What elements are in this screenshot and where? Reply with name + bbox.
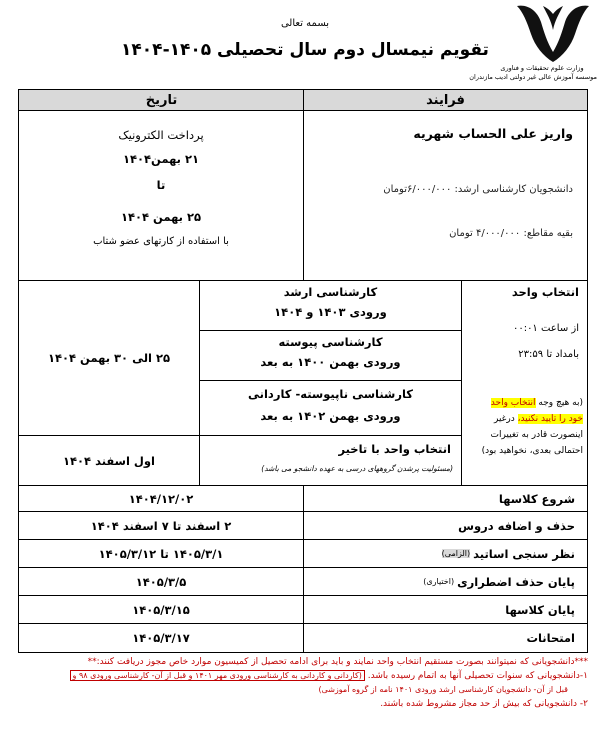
group-masters-entry: ورودی ۱۴۰۳ و ۱۴۰۴ (274, 305, 387, 319)
row-classes-end-date: ۱۴۰۵/۳/۱۵ (132, 602, 190, 617)
row-classes-start-date: ۱۴۰۴/۱۲/۰۲ (128, 491, 194, 506)
late-registration-cell (200, 436, 461, 485)
warning-highlight-2: خود را تایید نکنید، (517, 414, 583, 424)
group-continuous-entry: ورودی بهمن ۱۴۰۰ به بعد (260, 355, 401, 369)
basmala: بسمه تعالی (280, 18, 330, 29)
payment-date-cell (19, 112, 303, 280)
late-registration-date: اول اسفند ۱۴۰۴ (62, 453, 156, 468)
institute-logo (513, 2, 593, 66)
row-survey-required: (الزامی) (441, 549, 471, 558)
institute-line1: وزارت علوم تحقیقات و فناوری (500, 64, 584, 72)
note-line-2b: (کاردانی و کاردانی به کارشناسی ورودی مهر ۱۴۰۱ و قبل از آن- کارشناسی ورودی ۹۸ و (70, 670, 365, 681)
payment-card-note: با استفاده از کارتهای عضو شتاب (93, 236, 229, 247)
page-title: تقویم نیمسال دوم سال تحصیلی ۱۴۰۵-۱۴۰۴ (121, 40, 489, 60)
note-line-2a: ۱-دانشجویانی که سنوات تحصیلی آنها به اتمام رسیده باشد. (367, 671, 588, 681)
group-continuous-title: کارشناسی پیوسته (278, 335, 383, 349)
institute-name (469, 64, 597, 82)
payment-method: پرداخت الکترونیک (118, 128, 204, 142)
warning-highlight-1: انتخاب واحد (490, 398, 536, 408)
note-line-1: ***دانشجویانی که نمیتوانند بصورت مستقیم انتخاب واحد نمایند و باید برای ادامه تحصیل از کمیسیون موارد خاص مجوز دریافت کنند:** (87, 657, 588, 667)
payment-masters-amount: دانشجویان کارشناسی ارشد: ۶/۰۰۰/۰۰۰تومان (383, 184, 573, 195)
warning-rest-3: احتمالی بعدی، نخواهید بود) (481, 446, 583, 456)
registration-time-start: از ساعت ۰۰:۰۱ (512, 323, 579, 334)
row-emergency-drop-optional: (اختیاری) (423, 577, 455, 586)
group-discontinuous-entry: ورودی بهمن ۱۴۰۲ به بعد (260, 409, 401, 423)
institute-line2: موسسه آموزش عالی غیر دولتی ادیب مازندران (469, 73, 597, 81)
warning-prefix: (به هیچ وجه (538, 398, 583, 408)
payment-start-date: ۲۱ بهمن۱۴۰۴ (122, 152, 200, 166)
warning-rest-2: اینصورت قادر به تغییرات (490, 430, 583, 440)
note-line-3: قبل از آن- دانشجویان کارشناسی ارشد ورودی ۱۴۰۱ نامه از گروه آموزشی) (318, 685, 568, 694)
row-exams-date: ۱۴۰۵/۳/۱۷ (132, 631, 190, 645)
payment-others-amount: بقیه مقاطع: ۴/۰۰۰/۰۰۰ تومان (449, 228, 573, 239)
payment-process-cell (304, 112, 587, 280)
row-add-drop-label: حذف و اضافه دروس (458, 518, 575, 533)
column-header-date: تاریخ (19, 90, 304, 110)
group-masters (200, 281, 461, 330)
row-add-drop-date: ۲ اسفند تا ۷ اسفند ۱۴۰۴ (90, 518, 232, 533)
registration-title: انتخاب واحد (511, 285, 579, 299)
row-emergency-drop-cell (304, 568, 587, 595)
registration-date-range: ۲۵ الی ۳۰ بهمن ۱۴۰۴ (47, 351, 171, 365)
row-classes-end-label: پایان کلاسها (505, 602, 575, 617)
group-masters-title: کارشناسی ارشد (283, 285, 378, 299)
group-discontinuous-bachelor (200, 381, 461, 435)
group-continuous-bachelor (200, 331, 461, 380)
row-classes-start-label: شروع کلاسها (498, 491, 575, 506)
warning-rest-1: درغیر (493, 414, 515, 424)
calendar-table (18, 89, 588, 653)
column-header-process: فرایند (304, 90, 587, 110)
row-survey-cell (304, 540, 587, 567)
row-survey-label: نظر سنجی اساتید (473, 546, 575, 561)
payment-title: واریز علی الحساب شهریه (413, 126, 573, 141)
late-registration-note: (مسئولیت پرشدن گروههای درسی به عهده دانشجو می باشد) (261, 464, 453, 473)
registration-process-cell (462, 281, 587, 485)
group-discontinuous-title: کارشناسی ناپیوسته- کاردانی (248, 387, 413, 401)
note-line-4: ۲- دانشجویانی که بیش از حد مجاز مشروط شده باشند. (380, 699, 588, 709)
row-emergency-drop-date: ۱۴۰۵/۳/۵ (135, 574, 187, 589)
footer-notes (18, 655, 588, 711)
late-registration-title: انتخاب واحد با تاخیر (338, 442, 451, 456)
registration-time-end: بامداد تا ۲۳:۵۹ (518, 349, 579, 360)
row-emergency-drop-label: پایان حذف اضطراری (457, 574, 575, 589)
row-survey-date: ۱۴۰۵/۳/۱ تا ۱۴۰۵/۳/۱۲ (98, 546, 224, 561)
row-exams-label: امتحانات (526, 631, 575, 645)
payment-to: تا (156, 178, 166, 192)
payment-end-date: ۲۵ بهمن ۱۴۰۴ (120, 210, 202, 224)
